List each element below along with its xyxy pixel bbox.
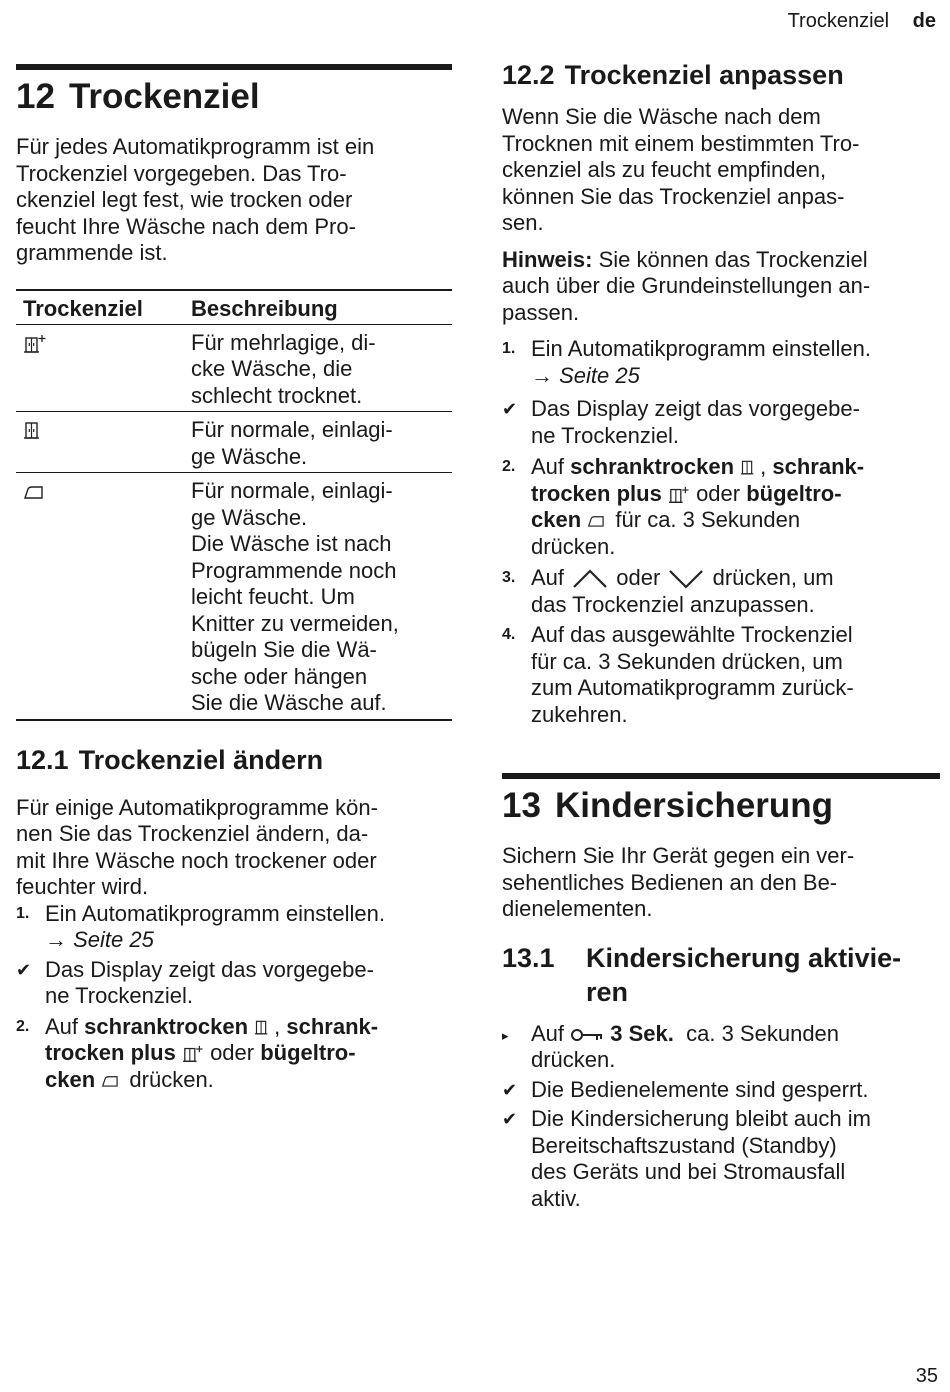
- left-column: [16, 64, 452, 1093]
- table-header: Trockenziel Beschreibung: [16, 291, 452, 325]
- section-13-text: Sichern Sie Ihr Gerät gegen ein ver- sehentliches Bedienen an den Be- dienelementen.: [502, 843, 855, 921]
- step-1: 1. Ein Automatikprogramm einstellen. → Seite 25: [16, 901, 452, 954]
- check-icon: ✔: [16, 959, 32, 980]
- table-row: [16, 412, 452, 473]
- section-12-heading: 12 Trockenziel: [16, 64, 452, 120]
- running-header: [788, 10, 936, 33]
- action-step: ▸ Auf 3 Sek. ca. 3 Sekunden drücken.: [502, 1020, 840, 1072]
- section-12-2-text: Wenn Sie die Wäsche nach dem Trocknen mit einem bestimmten Tro- ckenziel als zu feucht empfinden, können Sie das Trockenziel anpas- sen.: [502, 104, 860, 235]
- header-lang: de: [912, 10, 936, 32]
- chevron-down-icon: [666, 567, 706, 591]
- cupboard-dry-plus-icon: [668, 485, 690, 505]
- result-standby: ✔ Die Kindersicherung bleibt auch im Bereitschaftszustand (Standby) des Geräts und bei Stromausfall aktiv.: [502, 1106, 871, 1211]
- page-number: 35: [915, 1365, 938, 1387]
- cupboard-dry-plus-icon: [182, 1044, 204, 1064]
- step-2: 2. Auf schranktrocken , schrank- trocken plus oder bügeltro- cken drücken.: [16, 1013, 379, 1092]
- iron-dry-icon: [101, 1072, 123, 1090]
- page-link[interactable]: → Seite 25: [531, 362, 640, 388]
- step-3: 3. Auf oder drücken, um das Trockenziel anzupassen.: [502, 565, 834, 617]
- check-icon: ✔: [502, 1109, 518, 1129]
- result-locked: ✔ Die Bedienelemente sind gesperrt.: [502, 1076, 869, 1102]
- triangle-bullet-icon: ▸: [502, 1027, 509, 1043]
- section-12-intro: Für jedes Automatikprogramm ist ein Trockenziel vorgegeben. Das Tro- ckenziel legt fest, wie trocken oder feucht Ihre Wäsche nach dem Pro- grammende ist.: [16, 134, 375, 265]
- table-row: [16, 473, 452, 719]
- iron-dry-icon: [23, 482, 49, 502]
- section-13-1-heading: 13.1 Kindersicherung aktivie- ren: [502, 942, 902, 1007]
- result-1: ✔ Das Display zeigt das vorgegebe- ne Trockenziel.: [16, 956, 374, 1008]
- step-4: 4. Auf das ausgewählte Trockenziel für ca. 3 Sekunden drücken, um zum Automatikprogramm zurück- zukehren.: [502, 622, 854, 727]
- table-cell-description: Für normale, einlagi- ge Wäsche. Die Wäsche ist nach Programmende noch leicht feucht. Um Knitter zu vermeiden, bügeln Sie die Wä- sche oder hängen Sie die Wäsche auf.: [191, 478, 399, 715]
- table-cell-description: Für mehrlagige, di- cke Wäsche, die schlecht trocknet.: [191, 329, 376, 408]
- section-12-1-heading: 12.1 Trockenziel ändern: [16, 744, 324, 775]
- iron-dry-icon: [587, 512, 609, 530]
- right-column: [502, 58, 940, 1212]
- table-row: [16, 325, 452, 413]
- header-section: Trockenziel: [787, 10, 890, 32]
- section-12-2-heading: 12.2 Trockenziel anpassen: [502, 60, 844, 90]
- page-link[interactable]: → Seite 25: [45, 927, 154, 952]
- check-icon: ✔: [502, 399, 518, 419]
- note: Hinweis: Sie können das Trockenziel auch über die Grundeinstellungen an- passen.: [502, 246, 871, 325]
- result-1: ✔ Das Display zeigt das vorgegebe- ne Trockenziel.: [502, 396, 860, 448]
- cupboard-dry-icon: [23, 420, 47, 442]
- check-icon: ✔: [502, 1079, 518, 1100]
- key-icon: [570, 1027, 604, 1043]
- chevron-up-icon: [570, 567, 610, 591]
- table-cell-description: Für normale, einlagi- ge Wäsche.: [191, 417, 393, 469]
- cupboard-dry-icon: [740, 458, 760, 478]
- step-2: 2. Auf schranktrocken , schrank- trocken plus oder bügeltro- cken für ca. 3 Sekunden drücken.: [502, 454, 865, 559]
- dry-target-table: [16, 289, 452, 721]
- section-13-heading: 13 Kindersicherung: [502, 773, 940, 829]
- section-12-1-text: Für einige Automatikprogramme kön- nen Sie das Trockenziel ändern, da- mit Ihre Wäsche noch trockener oder feuchter wird.: [16, 794, 378, 899]
- cupboard-dry-plus-icon: [23, 333, 47, 355]
- cupboard-dry-icon: [254, 1018, 274, 1038]
- step-1: 1. Ein Automatikprogramm einstellen. → Seite 25: [502, 336, 940, 389]
